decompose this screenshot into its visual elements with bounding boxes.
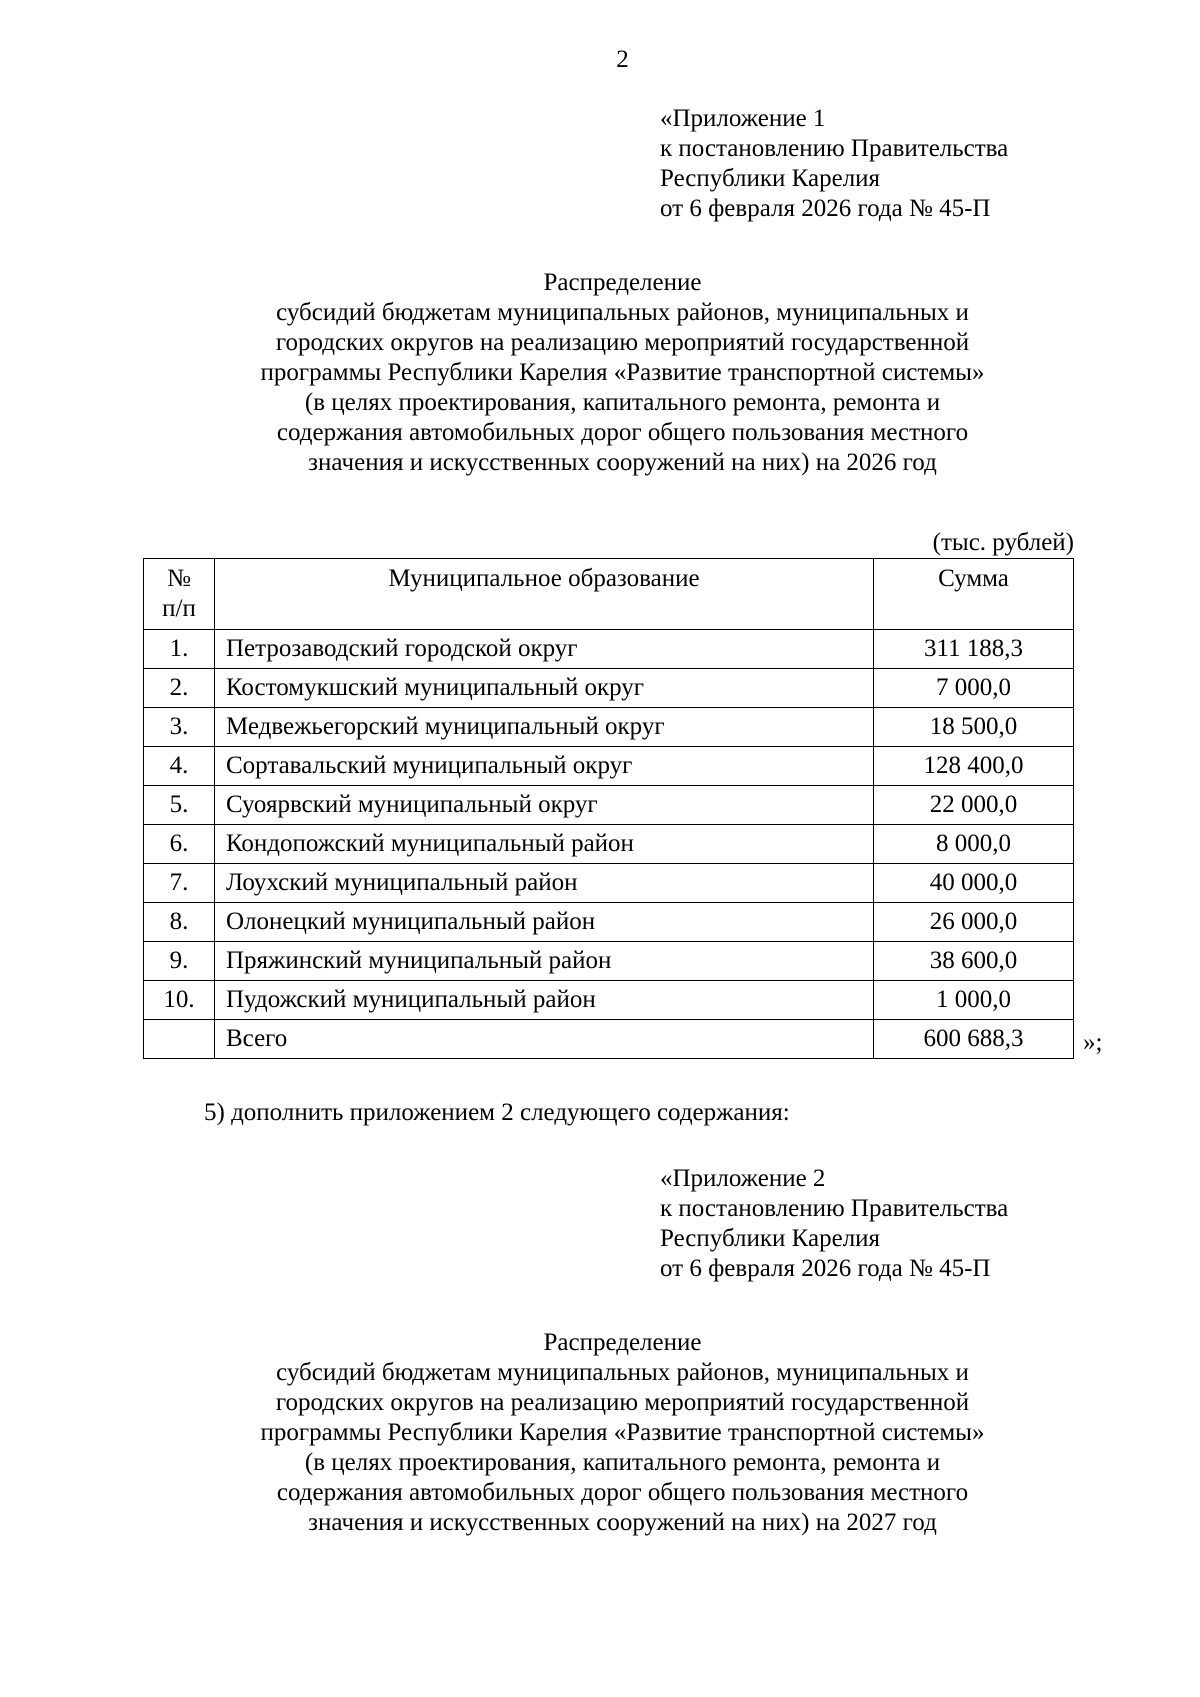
title-line: городских округов на реализацию мероприятий государственной [275,329,970,356]
row-sum: 22 000,0 [874,786,1074,825]
header-number-line1: № [167,565,191,592]
distribution-title-2027 [0,1328,1200,1538]
row-number: 1. [144,630,215,669]
row-municipality: Кондопожский муниципальный район [215,825,874,864]
appendix-line: «Приложение 1 [660,105,826,132]
row-municipality: Костомукшский муниципальный округ [215,669,874,708]
appendix-line: Республики Карелия [660,165,881,192]
row-municipality: Сортавальский муниципальный округ [215,747,874,786]
distribution-title-2026 [0,268,1200,478]
distribution-table [143,558,1074,1059]
title-line: значения и искусственных сооружений на них) на 2027 год [308,1509,937,1536]
title-line: городских округов на реализацию мероприятий государственной [275,1389,970,1416]
table-row [144,747,1074,786]
table-row [144,630,1074,669]
title-line: субсидий бюджетам муниципальных районов, муниципальных и [276,299,969,326]
total-label: Всего [215,1020,874,1059]
closing-quote: »; [1083,1029,1103,1056]
appendix-1-header [660,104,1180,224]
row-municipality: Пряжинский муниципальный район [215,942,874,981]
appendix-line: к постановлению Правительства [660,1195,1009,1222]
page-number: 2 [616,46,629,73]
row-sum: 26 000,0 [874,903,1074,942]
row-sum: 40 000,0 [874,864,1074,903]
row-sum: 1 000,0 [874,981,1074,1020]
row-number: 7. [144,864,215,903]
title-line: Распределение [543,1329,702,1356]
table-row [144,942,1074,981]
row-municipality: Медвежьегорский муниципальный округ [215,708,874,747]
appendix-line: от 6 февраля 2026 года № 45-П [660,195,991,222]
appendix-line: от 6 февраля 2026 года № 45-П [660,1255,991,1282]
row-sum: 18 500,0 [874,708,1074,747]
total-number [144,1020,215,1059]
title-line: субсидий бюджетам муниципальных районов, муниципальных и [276,1359,969,1386]
row-municipality: Пудожский муниципальный район [215,981,874,1020]
table-row [144,669,1074,708]
table-row [144,825,1074,864]
row-sum: 128 400,0 [874,747,1074,786]
row-sum: 7 000,0 [874,669,1074,708]
table-row [144,786,1074,825]
row-number: 2. [144,669,215,708]
row-municipality: Суоярвский муниципальный округ [215,786,874,825]
row-sum: 38 600,0 [874,942,1074,981]
header-number-line2: п/п [162,595,196,622]
row-number: 3. [144,708,215,747]
title-line: (в целях проектирования, капитального ремонта, ремонта и [304,1449,941,1476]
header-municipality: Муниципальное образование [215,559,874,630]
title-line: значения и искусственных сооружений на них) на 2026 год [308,449,937,476]
table-row [144,903,1074,942]
table-header-row [144,559,1074,630]
row-number: 4. [144,747,215,786]
appendix-line: к постановлению Правительства [660,135,1009,162]
row-number: 8. [144,903,215,942]
row-municipality: Олонецкий муниципальный район [215,903,874,942]
row-number: 9. [144,942,215,981]
appendix-line: «Приложение 2 [660,1165,826,1192]
title-line: Распределение [543,269,702,296]
row-sum: 8 000,0 [874,825,1074,864]
table-total-row [144,1020,1074,1059]
title-line: программы Республики Карелия «Развитие транспортной системы» [260,359,985,386]
header-sum: Сумма [874,559,1074,630]
appendix-2-header [660,1164,1180,1284]
title-line: содержания автомобильных дорог общего пользования местного [276,1479,969,1506]
units-label: (тыс. рублей) [932,529,1074,556]
row-municipality: Лоухский муниципальный район [215,864,874,903]
total-sum: 600 688,3 [874,1020,1074,1059]
title-line: содержания автомобильных дорог общего пользования местного [276,419,969,446]
table-row [144,864,1074,903]
title-line: (в целях проектирования, капитального ремонта, ремонта и [304,389,941,416]
table-row [144,708,1074,747]
table-row [144,981,1074,1020]
appendix-line: Республики Карелия [660,1225,881,1252]
row-number: 5. [144,786,215,825]
header-number [144,559,215,630]
title-line: программы Республики Карелия «Развитие транспортной системы» [260,1419,985,1446]
row-sum: 311 188,3 [874,630,1074,669]
amendment-text: 5) дополнить приложением 2 следующего содержания: [204,1099,790,1126]
row-number: 10. [144,981,215,1020]
row-municipality: Петрозаводский городской округ [215,630,874,669]
row-number: 6. [144,825,215,864]
